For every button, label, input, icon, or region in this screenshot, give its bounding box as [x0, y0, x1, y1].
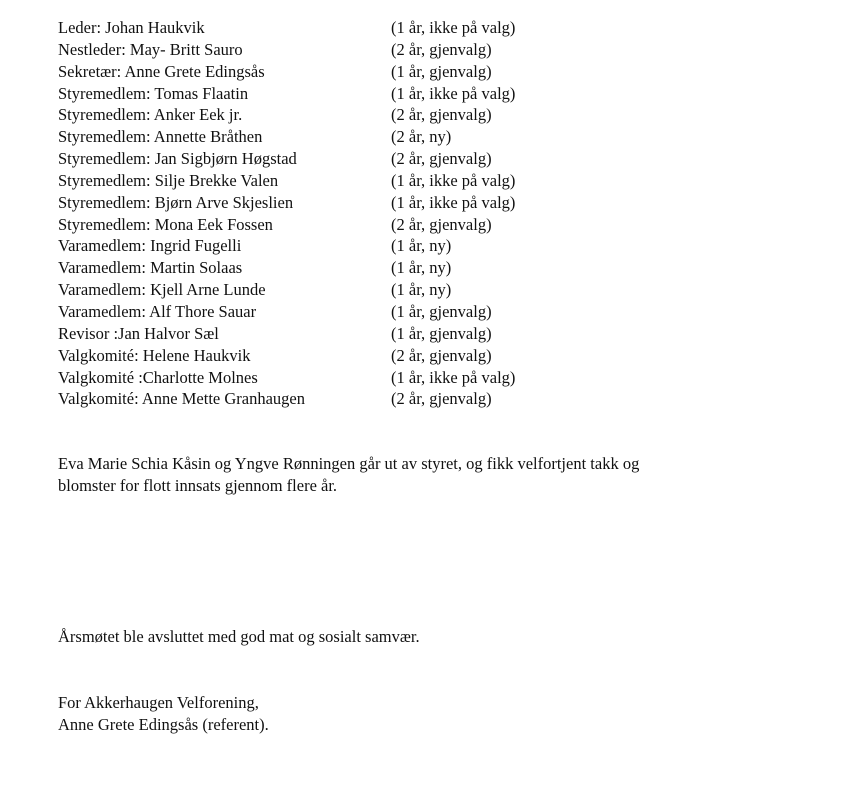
roster-row [58, 148, 578, 170]
signature-block [58, 692, 269, 736]
roster-role: Varamedlem: Alf Thore Sauar [58, 301, 257, 321]
roster-term: (1 år, ikke på valg) [391, 83, 516, 103]
roster-term: (2 år, gjenvalg) [391, 39, 492, 59]
roster-role: Sekretær: Anne Grete Edingsås [58, 61, 265, 81]
roster-role: Valgkomité :Charlotte Molnes [58, 367, 258, 387]
roster-term: (1 år, gjenvalg) [391, 323, 492, 343]
roster-row [58, 257, 578, 279]
roster-row [58, 279, 578, 301]
roster-role: Styremedlem: Bjørn Arve Skjeslien [58, 192, 294, 212]
roster-row [58, 39, 578, 61]
roster-row [58, 301, 578, 323]
roster-term: (1 år, gjenvalg) [391, 301, 492, 321]
roster-term: (1 år, ikke på valg) [391, 367, 516, 387]
roster-role: Styremedlem: Tomas Flaatin [58, 83, 249, 103]
roster-term: (1 år, ikke på valg) [391, 192, 516, 212]
roster-term: (1 år, ny) [391, 280, 452, 300]
roster-role: Valgkomité: Anne Mette Granhaugen [58, 389, 305, 409]
signature-organization: For Akkerhaugen Velforening, [58, 693, 259, 712]
roster-row [58, 61, 578, 83]
roster-row [58, 345, 578, 367]
roster-term: (1 år, ikke på valg) [391, 18, 516, 37]
roster-row [58, 104, 578, 126]
roster-role: Varamedlem: Martin Solaas [58, 258, 243, 278]
roster-role: Nestleder: May- Britt Sauro [58, 39, 243, 59]
roster-term: (1 år, ny) [391, 258, 452, 278]
roster-row [58, 323, 578, 345]
roster-row [58, 126, 578, 148]
roster-row [58, 388, 578, 410]
leaving-line-1: Eva Marie Schia Kåsin og Yngve Rønningen går ut av styret, og fikk velfortjent takk og [58, 454, 640, 473]
roster-term: (2 år, ny) [391, 127, 452, 147]
roster-term: (2 år, gjenvalg) [391, 149, 492, 169]
roster-term: (1 år, ikke på valg) [391, 170, 516, 190]
roster-role: Styremedlem: Mona Eek Fossen [58, 214, 273, 234]
roster-role: Styremedlem: Anker Eek jr. [58, 105, 243, 125]
roster-term: (1 år, ny) [391, 236, 452, 256]
roster-term: (2 år, gjenvalg) [391, 345, 492, 365]
roster-row [58, 214, 578, 236]
roster-role: Varamedlem: Ingrid Fugelli [58, 236, 242, 256]
roster-term: (2 år, gjenvalg) [391, 214, 492, 234]
roster-role: Styremedlem: Annette Bråthen [58, 127, 263, 147]
roster-term: (2 år, gjenvalg) [391, 105, 492, 125]
roster-role: Leder: Johan Haukvik [58, 18, 205, 37]
roster-row [58, 192, 578, 214]
roster-role: Revisor :Jan Halvor Sæl [58, 323, 219, 343]
leaving-line-2: blomster for flott innsats gjennom flere år. [58, 476, 338, 495]
signature-referent: Anne Grete Edingsås (referent). [58, 715, 269, 734]
roster-term: (1 år, gjenvalg) [391, 61, 492, 81]
board-roster [58, 17, 578, 410]
roster-row [58, 235, 578, 257]
roster-role: Varamedlem: Kjell Arne Lunde [58, 280, 266, 300]
leaving-members-paragraph [58, 453, 639, 497]
closing-paragraph: Årsmøtet ble avsluttet med god mat og sosialt samvær. [58, 627, 420, 646]
roster-role: Valgkomité: Helene Haukvik [58, 345, 251, 365]
roster-row [58, 170, 578, 192]
roster-role: Styremedlem: Silje Brekke Valen [58, 170, 279, 190]
roster-role: Styremedlem: Jan Sigbjørn Høgstad [58, 149, 297, 169]
roster-term: (2 år, gjenvalg) [391, 389, 492, 409]
roster-row [58, 367, 578, 389]
roster-row [58, 83, 578, 105]
roster-row [58, 17, 578, 39]
